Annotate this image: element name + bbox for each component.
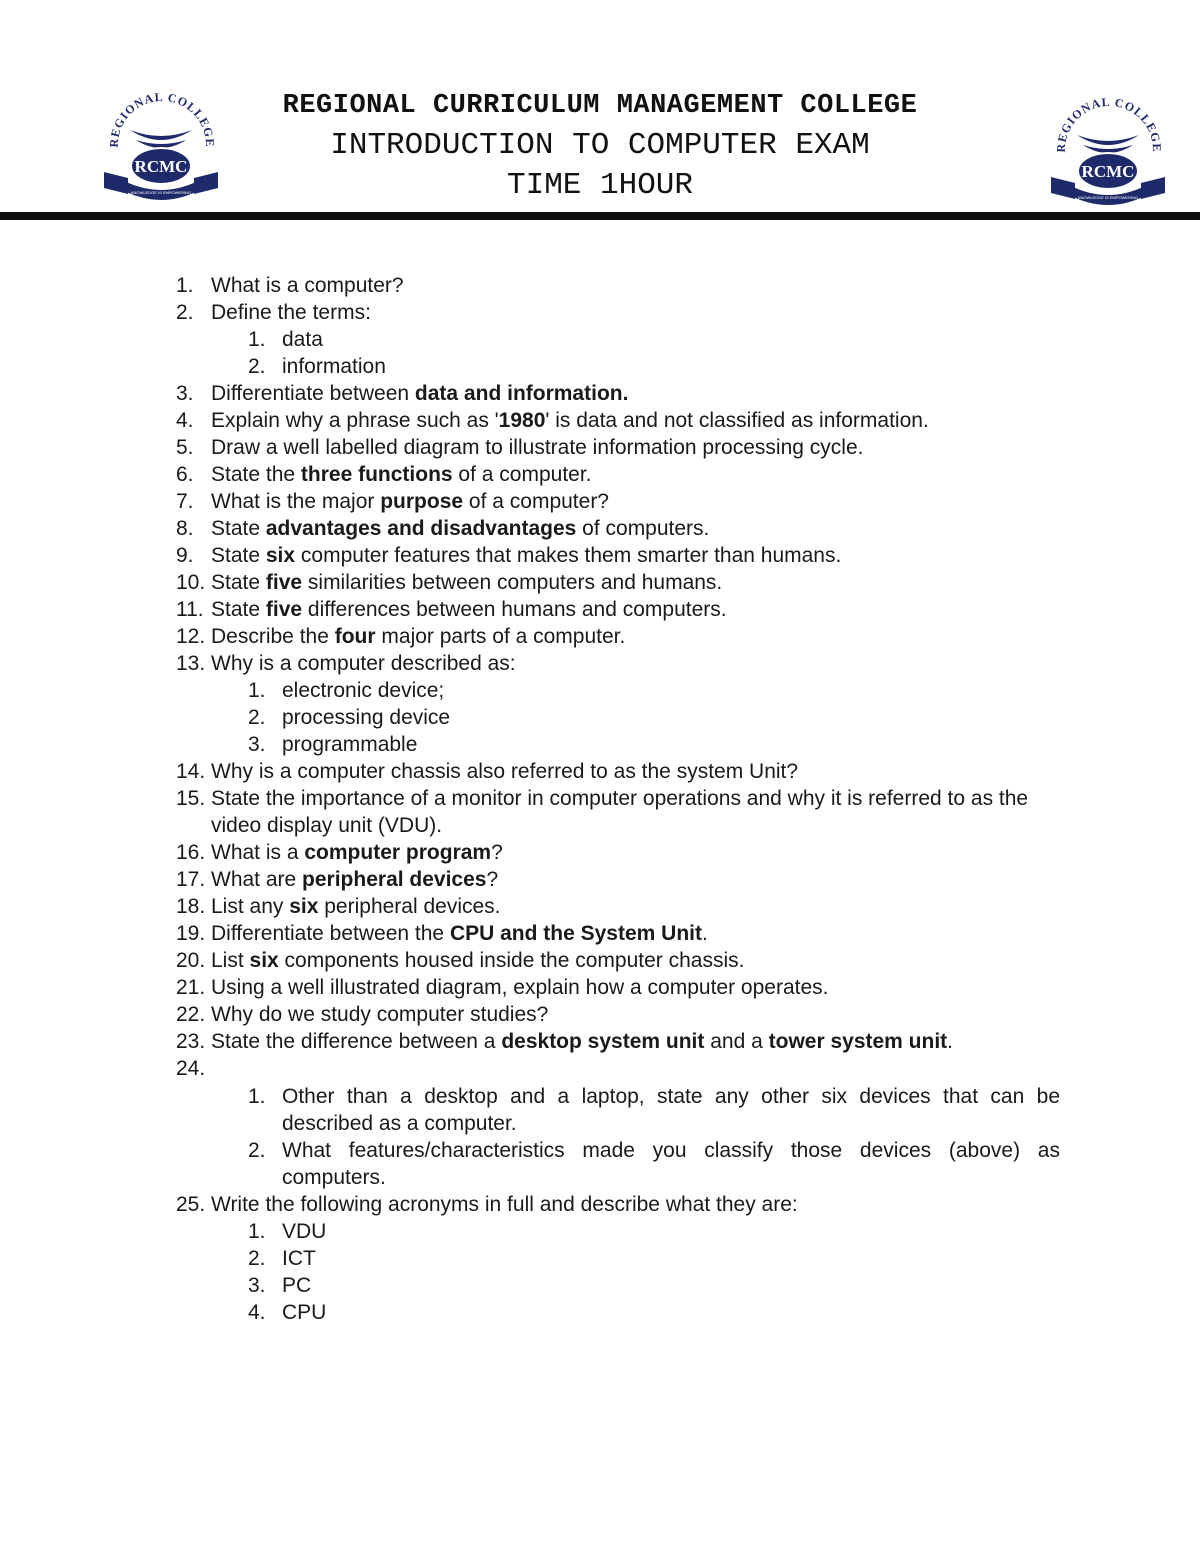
question-text xyxy=(211,436,863,459)
question-text-part: computer features that makes them smarter than humans. xyxy=(295,544,842,567)
question-text-part: components housed inside the computer chassis. xyxy=(278,949,745,972)
question-emphasis: tower system unit xyxy=(768,1030,948,1053)
question-item xyxy=(0,434,1200,461)
question-text-part: State the difference between a xyxy=(211,1030,502,1053)
sub-question-text: What features/characteristics made you classify those devices (above) as computers. xyxy=(282,1139,1060,1189)
sub-question-item xyxy=(0,1272,1200,1299)
sub-question-number: 1. xyxy=(248,1085,266,1108)
question-number: 5. xyxy=(176,436,194,459)
question-text xyxy=(211,598,727,621)
sub-question-item xyxy=(0,731,1200,758)
sub-question-text: data xyxy=(282,328,323,351)
sub-question-text: CPU xyxy=(282,1301,327,1324)
question-number: 22. xyxy=(176,1003,206,1026)
sub-question-number: 3. xyxy=(248,1274,266,1297)
question-number: 9. xyxy=(176,544,194,567)
question-number: 16. xyxy=(176,841,206,864)
sub-question-item xyxy=(0,326,1200,353)
question-item xyxy=(0,380,1200,407)
sub-question-text: electronic device; xyxy=(282,679,445,702)
question-text xyxy=(211,409,929,432)
question-emphasis: CPU and the System Unit xyxy=(449,922,702,945)
question-text-part: Why do we study computer studies? xyxy=(211,1003,549,1026)
question-number: 23. xyxy=(176,1030,206,1053)
question-emphasis: six xyxy=(289,895,319,918)
question-item xyxy=(0,1001,1200,1028)
sub-question-item xyxy=(0,1299,1200,1326)
question-text-part: of a computer. xyxy=(452,463,592,486)
sub-question-text: processing device xyxy=(282,706,451,729)
svg-text:RCMC: RCMC xyxy=(134,157,188,176)
sub-question-number: 1. xyxy=(248,328,266,351)
question-text xyxy=(211,760,798,783)
question-number: 4. xyxy=(176,409,194,432)
question-text-part: Differentiate between xyxy=(211,382,415,405)
sub-question-item xyxy=(0,1083,1200,1137)
svg-text:REGIONAL COLLEGE: REGIONAL COLLEGE xyxy=(106,90,218,148)
question-emphasis: four xyxy=(334,625,376,648)
exam-duration: TIME 1HOUR xyxy=(506,168,694,203)
question-item xyxy=(0,866,1200,893)
exam-header xyxy=(0,0,1200,222)
question-number: 20. xyxy=(176,949,206,972)
question-text xyxy=(211,895,501,918)
question-text-part: and a xyxy=(704,1030,769,1053)
question-text xyxy=(211,1030,953,1053)
svg-text:RCMC: RCMC xyxy=(1081,162,1135,181)
svg-text:KNOWLEDGE IS EMPOWERING: KNOWLEDGE IS EMPOWERING xyxy=(130,190,192,195)
question-emphasis: advantages and disadvantages xyxy=(265,517,577,540)
question-text-part: ? xyxy=(486,868,499,891)
sub-question-number: 2. xyxy=(248,355,266,378)
question-text xyxy=(211,490,609,513)
sub-question-text: information xyxy=(282,355,386,378)
question-emphasis: six xyxy=(265,544,296,567)
college-logo-left xyxy=(98,90,224,202)
sub-question-number: 3. xyxy=(248,733,266,756)
sub-question-item xyxy=(0,677,1200,704)
sub-question-number: 1. xyxy=(248,679,266,702)
question-item xyxy=(0,299,1200,326)
question-text-part: State xyxy=(211,571,266,594)
question-item xyxy=(0,920,1200,947)
question-text-part: What is a xyxy=(211,841,305,864)
question-text-part: of a computer? xyxy=(463,490,609,513)
question-item xyxy=(0,542,1200,569)
sub-question-item xyxy=(0,704,1200,731)
question-text-part: What is a computer? xyxy=(211,274,404,297)
question-text xyxy=(211,787,1028,837)
question-text-part: List any xyxy=(211,895,290,918)
college-logo-right xyxy=(1045,95,1171,207)
question-text xyxy=(211,922,708,945)
question-item xyxy=(0,515,1200,542)
question-text-part: What are xyxy=(211,868,303,891)
question-text-part: Draw a well labelled diagram to illustrate information processing cycle. xyxy=(211,436,864,459)
question-number: 18. xyxy=(176,895,206,918)
question-text xyxy=(211,652,516,675)
sub-question-text: Other than a desktop and a laptop, state any other six devices that can be described as a computer. xyxy=(282,1085,1060,1135)
question-item xyxy=(0,650,1200,677)
question-text xyxy=(211,274,404,297)
question-text-part: State the importance of a monitor in computer operations and why it is referred to as the video display unit (VDU). xyxy=(211,787,1029,837)
question-number: 1. xyxy=(176,274,194,297)
sub-question-text: VDU xyxy=(282,1220,327,1243)
question-text xyxy=(211,841,503,864)
question-text xyxy=(211,868,498,891)
sub-question-text: programmable xyxy=(282,733,418,756)
question-item xyxy=(0,893,1200,920)
question-emphasis: five xyxy=(265,571,303,594)
question-emphasis: computer program xyxy=(304,841,492,864)
sub-question-item xyxy=(0,1218,1200,1245)
question-list xyxy=(0,272,1200,1326)
question-item xyxy=(0,1028,1200,1055)
question-number: 21. xyxy=(176,976,206,999)
question-number: 24. xyxy=(176,1057,206,1080)
question-text-part: Define the terms: xyxy=(211,301,371,324)
question-text-part: . xyxy=(701,922,708,945)
question-number: 8. xyxy=(176,517,194,540)
question-text-part: State xyxy=(211,544,266,567)
question-text-part: State xyxy=(211,517,266,540)
question-text-part: Using a well illustrated diagram, explain how a computer operates. xyxy=(211,976,829,999)
question-text-part: similarities between computers and humans. xyxy=(302,571,723,594)
title-block xyxy=(230,86,970,206)
question-text-part: List xyxy=(211,949,250,972)
question-text-part: . xyxy=(947,1030,954,1053)
question-text-part: Describe the xyxy=(211,625,335,648)
question-item xyxy=(0,947,1200,974)
question-text-part: of computers. xyxy=(576,517,710,540)
question-item xyxy=(0,407,1200,434)
question-text-part: differences between humans and computers. xyxy=(302,598,727,621)
question-item xyxy=(0,488,1200,515)
sub-question-text: ICT xyxy=(282,1247,316,1270)
question-text xyxy=(211,463,592,486)
question-emphasis: 1980 xyxy=(498,409,546,432)
question-text-part: Why is a computer chassis also referred to as the system Unit? xyxy=(211,760,799,783)
sub-question-number: 2. xyxy=(248,1139,266,1162)
sub-question-number: 2. xyxy=(248,706,266,729)
question-text-part: Differentiate between the xyxy=(211,922,450,945)
question-emphasis: six xyxy=(249,949,279,972)
question-number: 2. xyxy=(176,301,194,324)
question-item xyxy=(0,623,1200,650)
question-text-part: Why is a computer described as: xyxy=(211,652,516,675)
question-item xyxy=(0,839,1200,866)
question-number: 14. xyxy=(176,760,206,783)
question-emphasis: peripheral devices xyxy=(302,868,487,891)
question-item xyxy=(0,1191,1200,1218)
question-text xyxy=(211,976,828,999)
question-text-part: ' is data and not classified as information. xyxy=(545,409,929,432)
question-text-part: Write the following acronyms in full and describe what they are: xyxy=(211,1193,798,1216)
header-divider xyxy=(0,212,1200,220)
question-item xyxy=(0,974,1200,1001)
question-text xyxy=(211,949,744,972)
question-number: 11. xyxy=(176,598,204,621)
question-emphasis: desktop system unit xyxy=(501,1030,705,1053)
question-number: 6. xyxy=(176,463,194,486)
svg-text:REGIONAL COLLEGE: REGIONAL COLLEGE xyxy=(1053,95,1165,153)
question-text xyxy=(211,517,709,540)
college-name: REGIONAL CURRICULUM MANAGEMENT COLLEGE xyxy=(282,91,918,121)
question-emphasis: three functions xyxy=(300,463,453,486)
svg-text:KNOWLEDGE IS EMPOWERING: KNOWLEDGE IS EMPOWERING xyxy=(1077,195,1139,200)
question-emphasis: purpose xyxy=(380,490,464,513)
question-text xyxy=(211,1193,798,1216)
question-text-part: ? xyxy=(491,841,503,864)
question-text xyxy=(211,625,625,648)
sub-question-number: 1. xyxy=(248,1220,266,1243)
question-text-part: State xyxy=(211,598,266,621)
question-number: 13. xyxy=(176,652,206,675)
question-emphasis: data and information. xyxy=(414,382,629,405)
sub-question-item xyxy=(0,1137,1200,1191)
question-number: 12. xyxy=(176,625,206,648)
question-text xyxy=(211,571,722,594)
question-item xyxy=(0,272,1200,299)
question-text xyxy=(211,382,628,405)
question-text-part: State the xyxy=(211,463,301,486)
question-number: 17. xyxy=(176,868,206,891)
exam-title: INTRODUCTION TO COMPUTER EXAM xyxy=(330,128,870,163)
question-number: 10. xyxy=(176,571,206,594)
question-text xyxy=(211,301,371,324)
question-text xyxy=(211,1003,548,1026)
question-text-part: peripheral devices. xyxy=(318,895,501,918)
question-item xyxy=(0,461,1200,488)
sub-question-text: PC xyxy=(282,1274,312,1297)
question-item xyxy=(0,785,1200,839)
question-emphasis: five xyxy=(265,598,303,621)
question-number: 7. xyxy=(176,490,194,513)
question-number: 3. xyxy=(176,382,194,405)
sub-question-item xyxy=(0,1245,1200,1272)
question-item xyxy=(0,758,1200,785)
question-text xyxy=(211,544,841,567)
question-text-part: Explain why a phrase such as ' xyxy=(211,409,499,432)
question-text-part: What is the major xyxy=(211,490,381,513)
question-item xyxy=(0,596,1200,623)
sub-question-number: 2. xyxy=(248,1247,266,1270)
question-text-part: major parts of a computer. xyxy=(375,625,626,648)
question-number: 25. xyxy=(176,1193,206,1216)
question-number: 19. xyxy=(176,922,206,945)
question-item xyxy=(0,569,1200,596)
question-number: 15. xyxy=(176,787,206,810)
sub-question-number: 4. xyxy=(248,1301,266,1324)
sub-question-item xyxy=(0,353,1200,380)
